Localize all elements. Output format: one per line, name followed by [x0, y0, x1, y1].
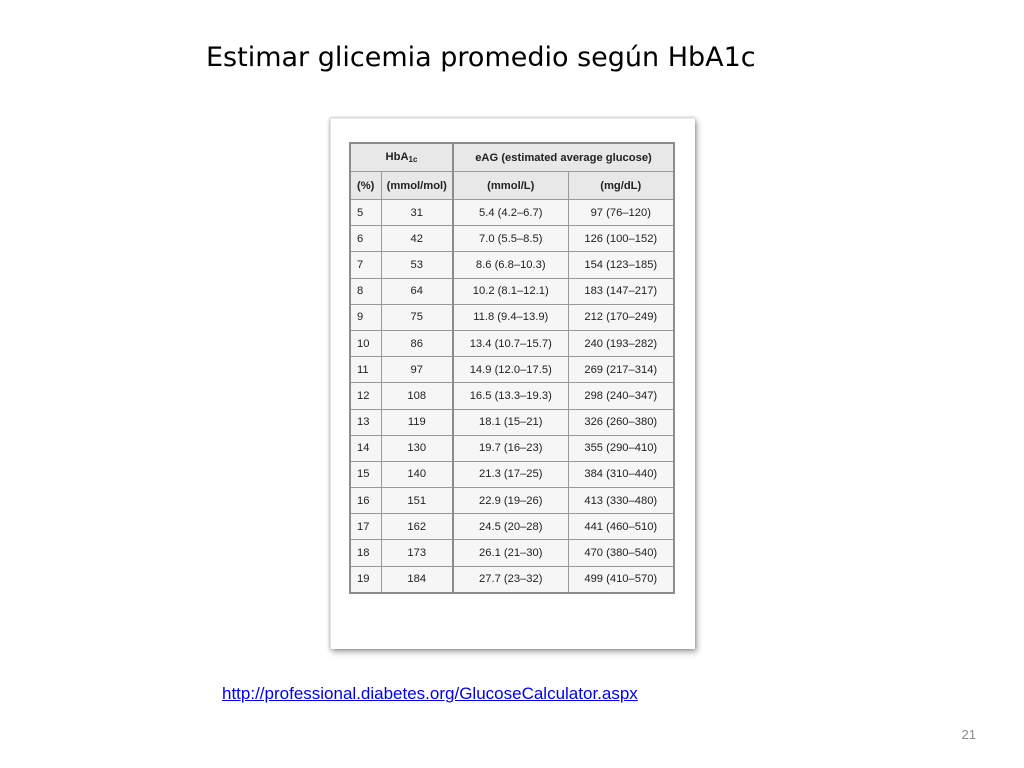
cell-percent: 15 — [350, 461, 381, 487]
source-link[interactable]: http://professional.diabetes.org/GlucoseCalculator.aspx — [222, 684, 638, 703]
table-row — [350, 357, 674, 383]
page-number: 21 — [961, 727, 976, 742]
unit-header-mmol-mol: (mmol/mol) — [381, 172, 453, 200]
table-row — [350, 226, 674, 252]
cell-mg-dl: 470 (380–540) — [568, 540, 674, 566]
cell-percent: 10 — [350, 330, 381, 356]
cell-mmol-mol: 53 — [381, 252, 453, 278]
table-row — [350, 383, 674, 409]
cell-mmol-mol: 119 — [381, 409, 453, 435]
cell-mmol-l: 26.1 (21–30) — [453, 540, 568, 566]
cell-mmol-mol: 97 — [381, 357, 453, 383]
table-row — [350, 514, 674, 540]
table-row — [350, 461, 674, 487]
hba1c-eag-table — [349, 142, 675, 594]
cell-mmol-l: 13.4 (10.7–15.7) — [453, 330, 568, 356]
cell-mg-dl: 499 (410–570) — [568, 566, 674, 593]
cell-percent: 5 — [350, 200, 381, 226]
cell-mg-dl: 97 (76–120) — [568, 200, 674, 226]
cell-mg-dl: 441 (460–510) — [568, 514, 674, 540]
cell-mmol-l: 10.2 (8.1–12.1) — [453, 278, 568, 304]
table-row — [350, 252, 674, 278]
cell-percent: 18 — [350, 540, 381, 566]
cell-percent: 7 — [350, 252, 381, 278]
table-row — [350, 540, 674, 566]
cell-mmol-mol: 140 — [381, 461, 453, 487]
table-row — [350, 488, 674, 514]
cell-percent: 6 — [350, 226, 381, 252]
hba1c-header-subscript: 1c — [408, 155, 418, 164]
cell-percent: 19 — [350, 566, 381, 593]
unit-header-mg-dl: (mg/dL) — [568, 172, 674, 200]
cell-mmol-l: 27.7 (23–32) — [453, 566, 568, 593]
table-row — [350, 278, 674, 304]
cell-mmol-mol: 42 — [381, 226, 453, 252]
cell-mmol-mol: 31 — [381, 200, 453, 226]
cell-mg-dl: 183 (147–217) — [568, 278, 674, 304]
cell-percent: 9 — [350, 304, 381, 330]
cell-mg-dl: 298 (240–347) — [568, 383, 674, 409]
cell-mg-dl: 126 (100–152) — [568, 226, 674, 252]
cell-mmol-mol: 86 — [381, 330, 453, 356]
table-group-header-row — [350, 143, 674, 172]
cell-mmol-l: 11.8 (9.4–13.9) — [453, 304, 568, 330]
cell-mg-dl: 326 (260–380) — [568, 409, 674, 435]
cell-mmol-l: 22.9 (19–26) — [453, 488, 568, 514]
cell-mg-dl: 269 (217–314) — [568, 357, 674, 383]
cell-percent: 12 — [350, 383, 381, 409]
table-body — [350, 200, 674, 593]
cell-mg-dl: 212 (170–249) — [568, 304, 674, 330]
table-row — [350, 435, 674, 461]
table-row — [350, 330, 674, 356]
cell-mg-dl: 240 (193–282) — [568, 330, 674, 356]
cell-mmol-l: 16.5 (13.3–19.3) — [453, 383, 568, 409]
table-row — [350, 200, 674, 226]
cell-mmol-l: 7.0 (5.5–8.5) — [453, 226, 568, 252]
hba1c-header-base: HbA — [385, 151, 409, 163]
cell-mmol-mol: 64 — [381, 278, 453, 304]
table-row — [350, 304, 674, 330]
cell-percent: 16 — [350, 488, 381, 514]
unit-header-mmol-l: (mmol/L) — [453, 172, 568, 200]
cell-percent: 17 — [350, 514, 381, 540]
cell-mmol-l: 19.7 (16–23) — [453, 435, 568, 461]
cell-percent: 11 — [350, 357, 381, 383]
cell-mg-dl: 355 (290–410) — [568, 435, 674, 461]
unit-header-percent: (%) — [350, 172, 381, 200]
cell-mmol-mol: 151 — [381, 488, 453, 514]
cell-mg-dl: 413 (330–480) — [568, 488, 674, 514]
cell-mmol-l: 14.9 (12.0–17.5) — [453, 357, 568, 383]
cell-percent: 13 — [350, 409, 381, 435]
table-row — [350, 566, 674, 593]
cell-mmol-l: 5.4 (4.2–6.7) — [453, 200, 568, 226]
cell-mmol-l: 24.5 (20–28) — [453, 514, 568, 540]
slide-title: Estimar glicemia promedio según HbA1c — [206, 42, 756, 73]
eag-group-header: eAG (estimated average glucose) — [453, 143, 674, 172]
hba1c-group-header — [350, 143, 453, 172]
cell-mmol-mol: 162 — [381, 514, 453, 540]
cell-mmol-mol: 130 — [381, 435, 453, 461]
cell-mmol-l: 21.3 (17–25) — [453, 461, 568, 487]
cell-mg-dl: 384 (310–440) — [568, 461, 674, 487]
cell-mmol-l: 18.1 (15–21) — [453, 409, 568, 435]
cell-mmol-l: 8.6 (6.8–10.3) — [453, 252, 568, 278]
table-row — [350, 409, 674, 435]
cell-mmol-mol: 173 — [381, 540, 453, 566]
cell-mmol-mol: 108 — [381, 383, 453, 409]
table-image — [330, 118, 695, 649]
cell-mmol-mol: 184 — [381, 566, 453, 593]
cell-mg-dl: 154 (123–185) — [568, 252, 674, 278]
cell-percent: 8 — [350, 278, 381, 304]
table-unit-header-row — [350, 172, 674, 200]
cell-mmol-mol: 75 — [381, 304, 453, 330]
cell-percent: 14 — [350, 435, 381, 461]
